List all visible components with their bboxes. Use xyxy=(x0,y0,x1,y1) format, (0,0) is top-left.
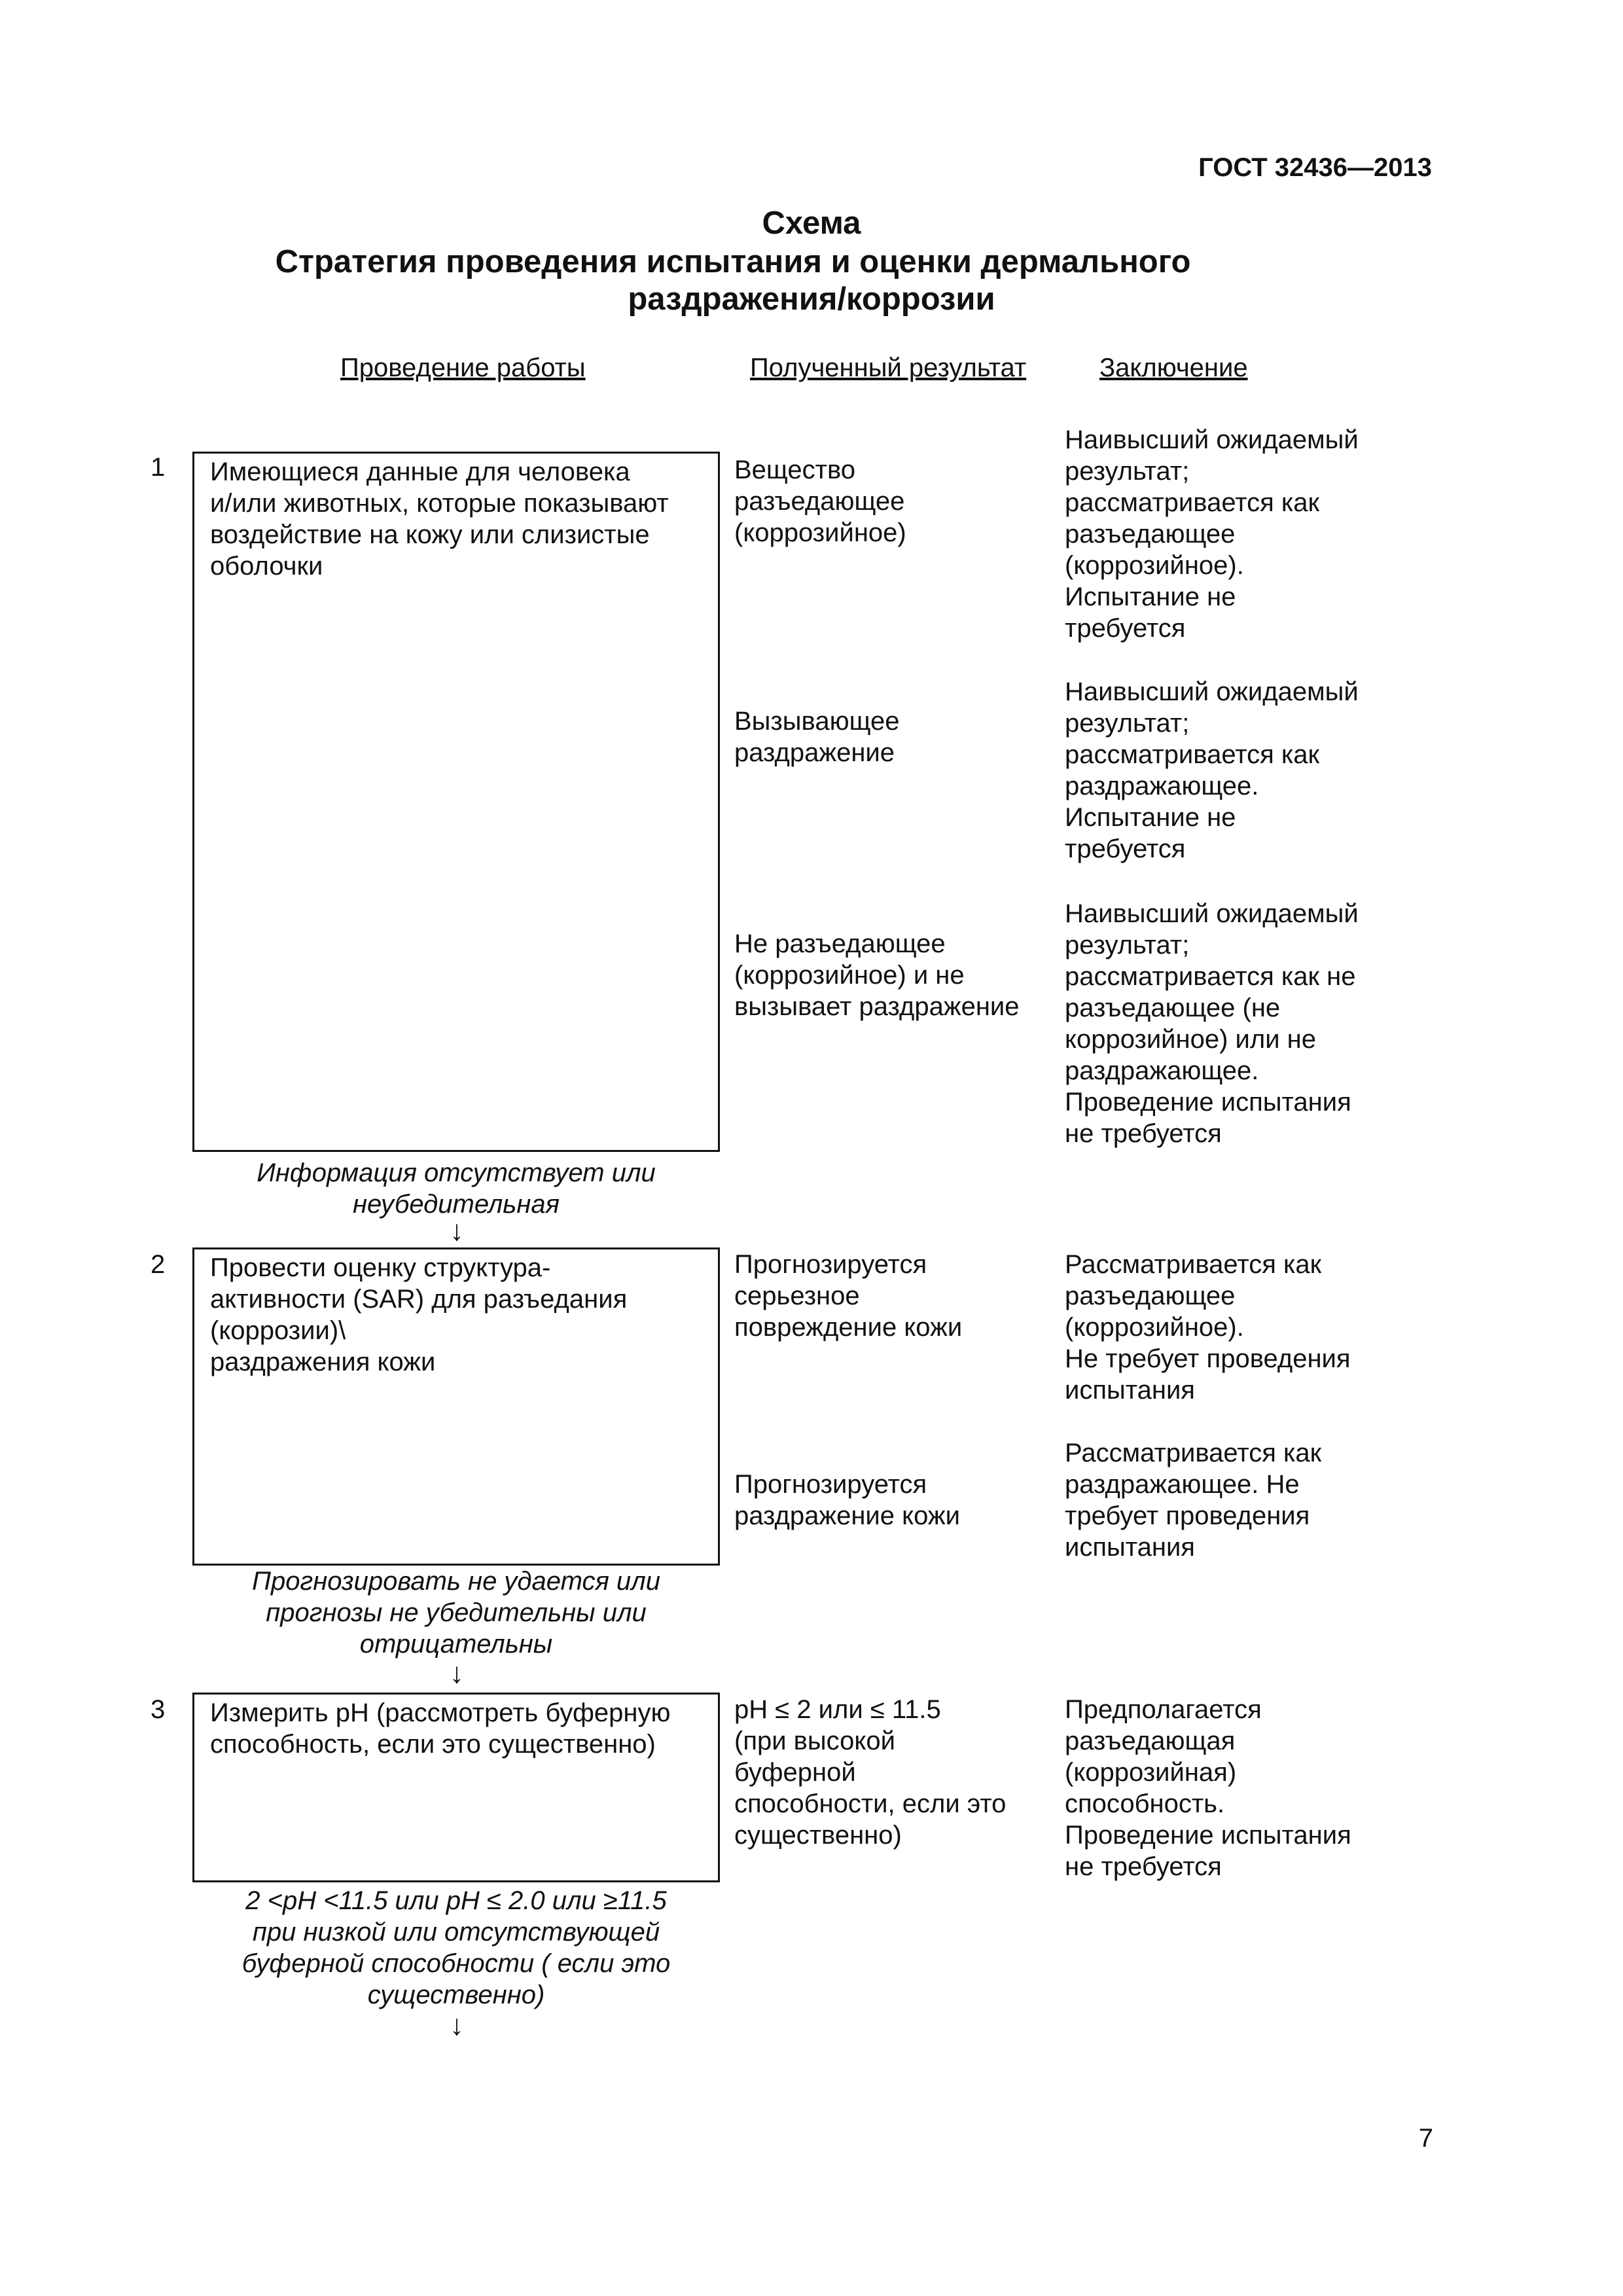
outcome-result: Прогнозируется раздражение кожи xyxy=(734,1470,960,1530)
outcome-conclusion: Предполагается разъедающая (коррозийная) способность. Проведение испытания не требуется xyxy=(1065,1695,1351,1881)
outcome-result: pH ≤ 2 или ≤ 11.5 (при высокой буферной способности, если это существенно) xyxy=(734,1695,1007,1850)
scheme-subtitle-line1: Стратегия проведения испытания и оценки дермального xyxy=(275,244,1191,279)
outcome-result: Вещество разъедающее (коррозийное) xyxy=(734,456,906,547)
down-arrow-icon: ↓ xyxy=(450,1215,464,1247)
column-heading-result: Полученный результат xyxy=(750,353,1027,382)
scheme-subtitle-line2: раздражения/коррозии xyxy=(628,281,995,317)
outcome-result: Не разъедающее (коррозийное) и не вызывает раздражение xyxy=(734,929,1020,1021)
outcome-conclusion: Рассматривается как раздражающее. Не требует проведения испытания xyxy=(1065,1439,1322,1562)
step-box xyxy=(192,1693,720,1882)
down-arrow-icon: ↓ xyxy=(450,2009,464,2041)
scheme-title: Схема xyxy=(762,206,861,241)
outcome-result: Вызывающее раздражение xyxy=(734,707,900,767)
step-action: Имеющиеся данные для человека и/или животных, которые показывают воздействие на кожу или слизистые оболочки xyxy=(210,457,669,581)
outcome-conclusion: Наивысший ожидаемый результат; рассматривается как разъедающее (коррозийное). Испытание не требуется xyxy=(1065,425,1359,643)
step-number: 3 xyxy=(151,1695,166,1724)
step-number: 2 xyxy=(151,1250,166,1279)
outcome-conclusion: Наивысший ожидаемый результат; рассматривается как раздражающее. Испытание не требуется xyxy=(1065,677,1359,863)
step-number: 1 xyxy=(151,453,166,482)
down-arrow-icon: ↓ xyxy=(450,1657,464,1689)
transition-note: Информация отсутствует или неубедительная xyxy=(257,1158,656,1219)
transition-note: 2 <pH <11.5 или pH ≤ 2.0 или ≥11.5 при низкой или отсутствующей буферной способности ( если это существенно) xyxy=(241,1886,671,2009)
column-heading-conclusion: Заключение xyxy=(1099,353,1248,382)
step-action: Измерить pH (рассмотреть буферную способность, если это существенно) xyxy=(210,1698,671,1759)
column-heading-work: Проведение работы xyxy=(340,353,586,382)
step-action: Провести оценку структура- активности (SAR) для разъедания (коррозии)\ раздражения кожи xyxy=(210,1253,628,1376)
outcome-conclusion: Рассматривается как разъедающее (коррозийное). Не требует проведения испытания xyxy=(1065,1250,1351,1405)
outcome-result: Прогнозируется серьезное повреждение кожи xyxy=(734,1250,963,1342)
step-box xyxy=(192,452,720,1152)
step-box xyxy=(192,1247,720,1566)
outcome-conclusion: Наивысший ожидаемый результат; рассматривается как не разъедающее (не коррозийное) или не раздражающее. Проведение испытания не требуется xyxy=(1065,899,1359,1148)
transition-note: Прогнозировать не удается или прогнозы не убедительны или отрицательны xyxy=(252,1567,660,1659)
page-number: 7 xyxy=(1418,2124,1433,2153)
document-number: ГОСТ 32436—2013 xyxy=(1198,153,1432,182)
